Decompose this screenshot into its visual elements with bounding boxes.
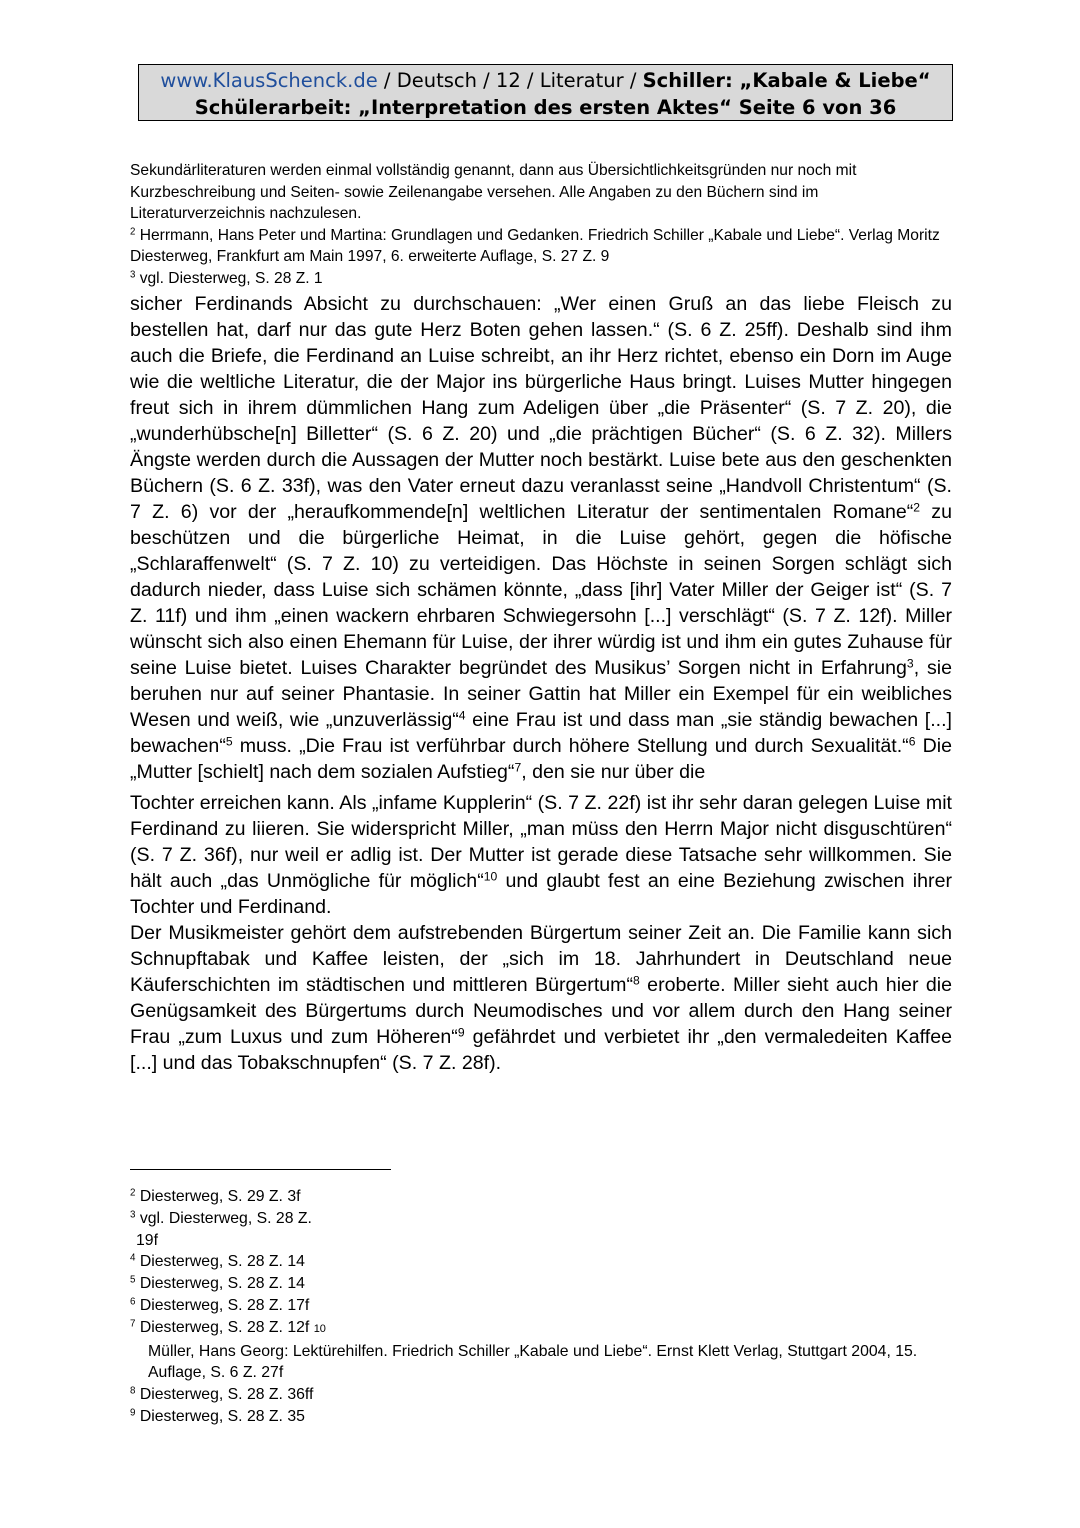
text-run: eine Frau ist und dass man „sie ständig bewachen [...] bewachen“ <box>130 709 952 757</box>
text-run: Die „Mutter [schielt] nach dem sozialen Aufstieg“ <box>130 735 952 783</box>
footnote-text: Diesterweg, S. 29 Z. 3f <box>135 1188 301 1205</box>
footnote-8 <box>130 1384 955 1406</box>
footnote-mark: 5 <box>130 1274 136 1286</box>
text-run: Der Musikmeister gehört dem aufstrebenden Bürgertum seiner Zeit an. Die Familie kann sich Schnupftabak und Kaffee leisten, der „sich im 18. Jahrhundert in Deutschland neue Käuferschichten im städtischen und mittleren Bürgertum“ <box>130 922 952 996</box>
footnote-separator <box>130 1169 391 1170</box>
text-run: eroberte. Miller sieht auch hier die Genügsamkeit des Bürgertums durch Neumodisches und vor allem durch den Hang seiner Frau „zum Luxus und zum Höheren“ <box>130 974 952 1048</box>
footnote-7 <box>130 1317 955 1341</box>
footnote-10-mark: 10 <box>313 1322 326 1335</box>
footnote-mark: 7 <box>130 1318 136 1330</box>
footnote-mark: 6 <box>130 1296 136 1308</box>
footnote-6 <box>130 1295 955 1317</box>
page-header <box>138 64 953 121</box>
footnote-mark: 2 <box>130 1187 136 1199</box>
header-line-2 <box>139 94 952 121</box>
text-run: zu beschützen und die bürgerliche Heimat, in die Luise gehört, gegen die höfische „Schlaraffenwelt“ (S. 7 Z. 10) zu verteidigen. Das Höchste in seinen Sorgen schlägt sich dadurch nieder, dass Luise sich schämen könnte, „dass [ihr] Vater Miller der Geiger ist“ (S. 7 Z. 11f) und ihm „einen wackern ehrbaren Schwiegersohn [...] verschlägt“ (S. 7 Z. 12f). Miller wünscht sich also einen Ehemann für Luise, der ihrer würdig ist und ihm ein gutes Zuhause für seine Luise bietet. Luises Charakter begründet des Musikus’ Sorgen nicht in Erfahrung <box>130 501 952 679</box>
footnote-mark: 9 <box>130 1407 136 1419</box>
footnote-ref: 8 <box>633 973 640 988</box>
paragraph-2 <box>130 790 952 920</box>
text-run: gefährdet und verbietet ihr „den vermaledeiten Kaffee [...] und das Tobakschnupfen“ (S. 7 Z. 28f). <box>130 1026 952 1074</box>
footnote-mark: 8 <box>130 1385 136 1397</box>
footnote-text: Diesterweg, S. 28 Z. 14 <box>135 1253 305 1271</box>
header-subtitle: Schülerarbeit: „Interpretation des ersten Aktes“ Seite 6 von 36 <box>194 96 897 119</box>
footnote-3-continued: 19f <box>136 1231 158 1249</box>
footnote-mark: 2 <box>130 226 136 238</box>
header-line-1 <box>139 67 952 94</box>
footnote-text: Diesterweg, S. 28 Z. 17f <box>135 1296 310 1314</box>
footnote-3 <box>130 1208 955 1230</box>
top-footnote-2 <box>130 225 955 268</box>
text-run: , den sie nur über die <box>521 761 706 783</box>
paragraph-3 <box>130 920 952 1076</box>
footnote-ref: 4 <box>458 708 466 723</box>
footnote-text: Diesterweg, S. 28 Z. 12f <box>135 1318 310 1336</box>
sources-intro: Sekundärliteraturen werden einmal vollständig genannt, dann aus Übersichtlichkeitsgründen nur noch mit Kurzbeschreibung und Seiten- sowie Zeilenangabe versehen. Alle Angaben zu den Büchern sind im Literaturverzeichnis nachzulesen. <box>130 162 857 222</box>
footnote-ref: 6 <box>908 734 916 749</box>
footnote-4 <box>130 1251 955 1273</box>
text-run: muss. „Die Frau ist verführbar durch höhere Stellung und durch Sexualität.“ <box>232 735 909 757</box>
footnote-text: vgl. Diesterweg, S. 28 Z. <box>135 1209 312 1227</box>
text-run: sicher Ferdinands Absicht zu durchschauen: „Wer einen Gruß an das liebe Fleisch zu bestellen hat, darf nur das gute Herz Boten gehen lassen.“ (S. 6 Z. 25ff). Deshalb sind ihm auch die Briefe, die Ferdinand an Luise schreibt, an ihr Herz richtet, ebenso ein Dorn im Auge wie die weltliche Literatur, die der Major ins bürgerliche Haus bringt. Luises Mutter hingegen freut sich in ihrem dümmlichen Hang zum Adeligen über „die Präsenter“ (S. 7 Z. 20), die „wunderhübsche[n] Billetter“ (S. 6 Z. 20) und „die prächtigen Bücher“ (S. 6 Z. 32). Millers Ängste werden durch die Aussagen der Mutter noch bestärkt. Luise bete aus den geschenkten Büchern (S. 6 Z. 33f), was den Vater erneut dazu veranlasst seine „Handvoll Christentum“ (S. 7 Z. 6) vor der „heraufkommende[n] weltlichen Literatur der sentimentalen Romane“ <box>130 293 952 523</box>
text-run: und glaubt fest an eine Beziehung zwischen ihrer Tochter und Ferdinand. <box>130 870 952 918</box>
top-notes <box>130 160 955 289</box>
footnote-text: Diesterweg, S. 28 Z. 36ff <box>135 1386 314 1404</box>
footnote-ref: 2 <box>913 500 921 515</box>
footnote-mark: 3 <box>130 269 136 281</box>
text-run: Tochter erreichen kann. Als „infame Kupplerin“ (S. 7 Z. 22f) ist ihr sehr daran gelegen Luise mit Ferdinand zu liieren. Sie widerspricht Miller, „man müss den Herrn Major nicht disguschtüren“ (S. 7 Z. 36f), nur weil er adlig ist. Der Mutter ist gerade diese Tatsache sehr willkommen. Sie hält auch „das Unmögliche für möglich“ <box>130 792 952 892</box>
footnote-ref: 5 <box>225 734 233 749</box>
header-topic: Schiller: „Kabale & Liebe“ <box>642 69 931 92</box>
footnote-mark: 3 <box>130 1209 136 1221</box>
footnote-text: vgl. Diesterweg, S. 28 Z. 1 <box>135 269 323 287</box>
footnote-2 <box>130 1186 955 1208</box>
paragraph-1 <box>130 291 952 785</box>
footnote-text: Diesterweg, S. 28 Z. 35 <box>135 1407 305 1425</box>
footnote-mark: 4 <box>130 1253 136 1265</box>
footnote-ref: 3 <box>906 656 914 671</box>
footnote-text: Diesterweg, S. 28 Z. 14 <box>135 1275 305 1293</box>
footnote-ref: 7 <box>514 760 522 775</box>
footnote-5 <box>130 1273 955 1295</box>
top-footnote-3 <box>130 268 955 290</box>
footnote-ref: 10 <box>483 869 498 884</box>
footnote-9 <box>130 1406 955 1428</box>
header-path: / Deutsch / 12 / Literatur / <box>377 69 643 92</box>
main-text <box>130 291 952 1076</box>
footnotes <box>130 1186 955 1428</box>
footnote-ref: 9 <box>457 1025 465 1040</box>
footnote-10: Müller, Hans Georg: Lektürehilfen. Friedrich Schiller „Kabale und Liebe“. Ernst Klett Verlag, Stuttgart 2004, 15. Auflage, S. 6 Z. 27f <box>148 1342 918 1382</box>
footnote-text: Herrmann, Hans Peter und Martina: Grundlagen und Gedanken. Friedrich Schiller „Kabale und Liebe“. Verlag Moritz Diesterweg, Frankfurt am Main 1997, 6. erweiterte Auflage, S. 27 Z. 9 <box>130 226 940 265</box>
text-run: , sie beruhen nur auf seiner Phantasie. In seiner Gattin hat Miller ein Exempel für ein weibliches Wesen und weiß, wie „unzuverlässig“ <box>130 657 952 731</box>
site-link[interactable]: www.KlausSchenck.de <box>160 69 378 92</box>
